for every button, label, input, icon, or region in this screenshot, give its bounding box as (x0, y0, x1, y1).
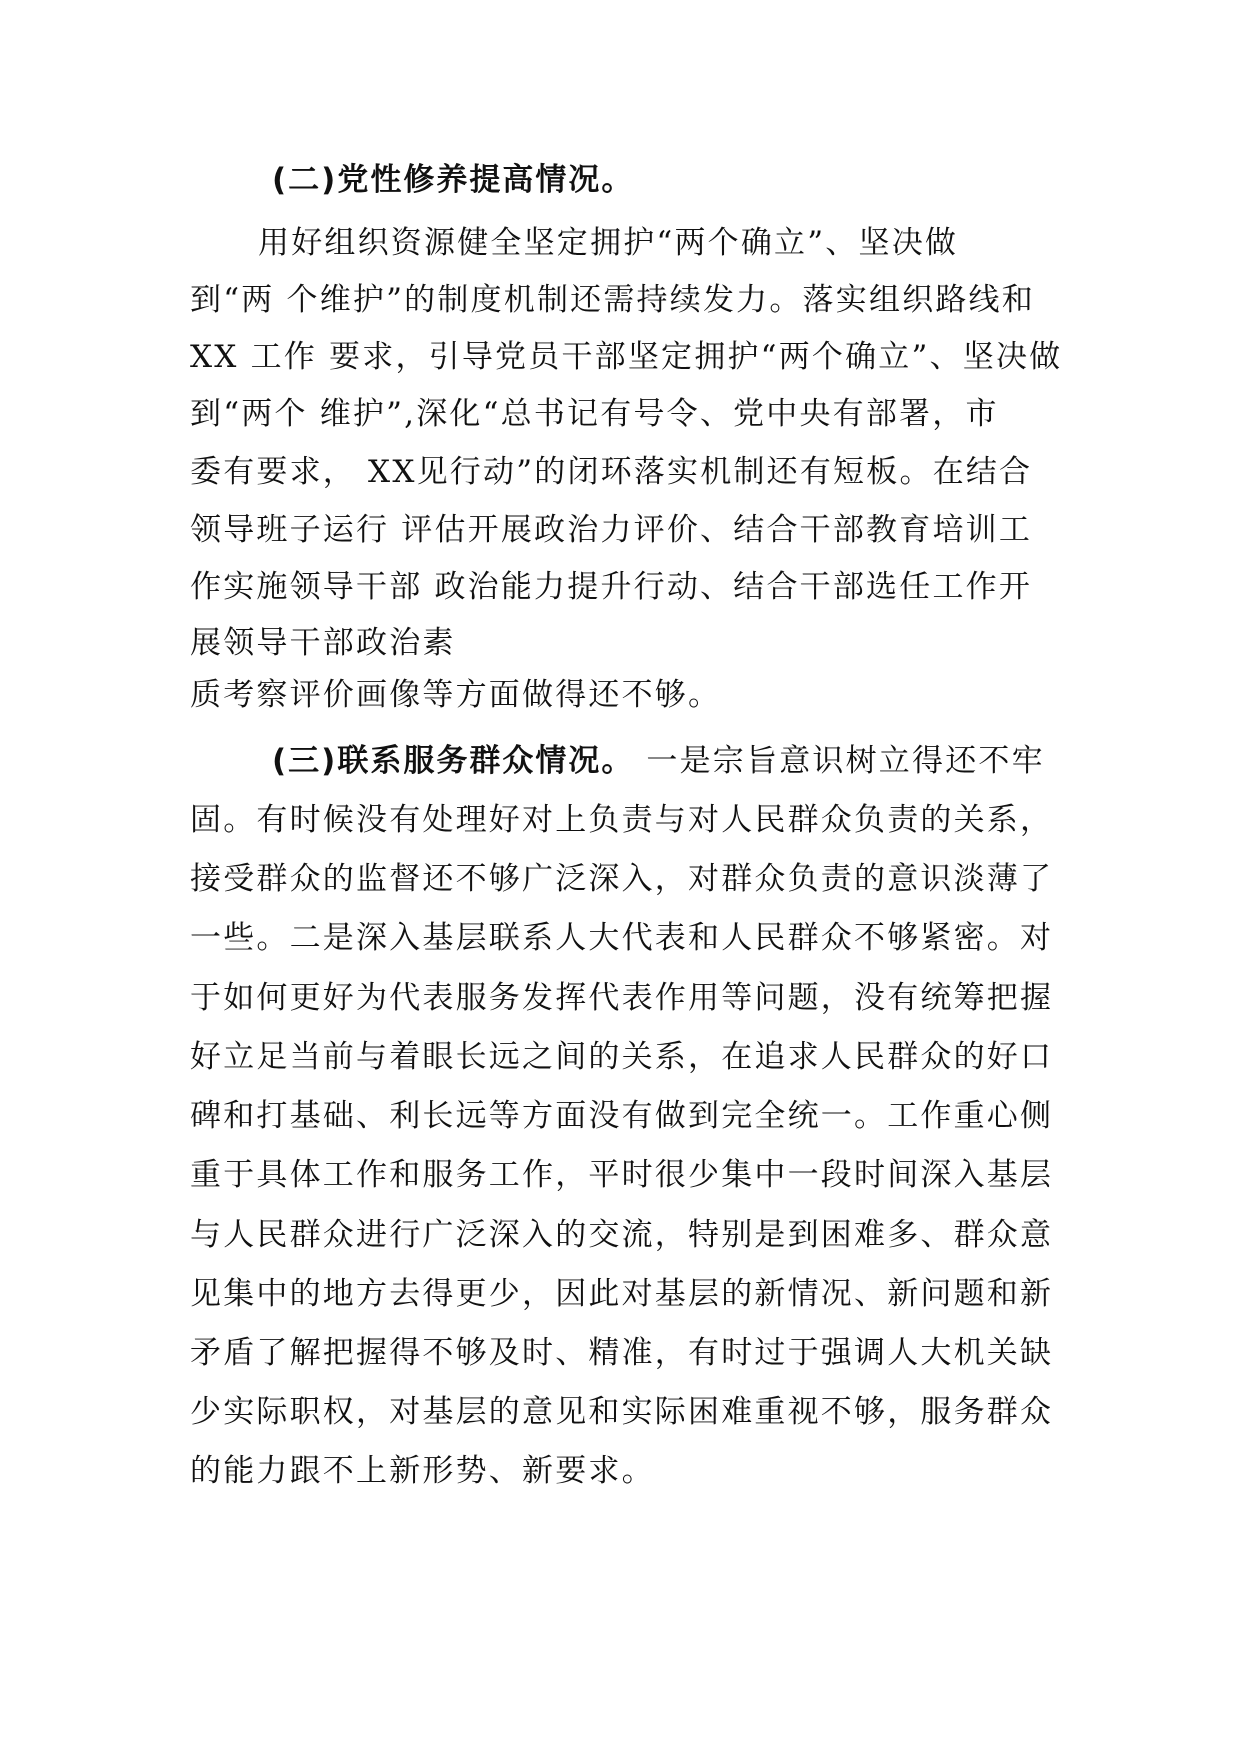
paragraph-line: 到“两个 维护”,深化“总书记有号令、党中央有部署，市 (190, 396, 999, 432)
section-2-heading: (二)党性修养提高情况。 (272, 162, 635, 198)
paragraph-line: 用好组织资源健全坚定拥护“两个确立”、坚决做 (258, 225, 959, 261)
paragraph-line: 展领导干部政治素 (190, 625, 456, 661)
section-3-first-line (272, 743, 1045, 779)
paragraph-line: 委有要求， XX见行动”的闭环落实机制还有短板。在结合 (190, 454, 1033, 490)
paragraph-line: 好立足当前与着眼长远之间的关系，在追求人民群众的好口 (190, 1039, 1054, 1075)
paragraph-line: 的能力跟不上新形势、新要求。 (190, 1453, 655, 1489)
paragraph-line: 固。有时候没有处理好对上负责与对人民群众负责的关系， (190, 802, 1054, 838)
paragraph-line: 一些。二是深入基层联系人大代表和人民群众不够紧密。对 (190, 920, 1054, 956)
section-3-heading: (三)联系服务群众情况。 (272, 743, 635, 779)
paragraph-line: 少实际职权，对基层的意见和实际困难重视不够，服务群众 (190, 1394, 1054, 1430)
paragraph-line: XX 工作 要求，引导党员干部坚定拥护“两个确立”、坚决做 (190, 339, 1063, 375)
paragraph-line: 质考察评价画像等方面做得还不够。 (190, 677, 722, 713)
paragraph-line: 矛盾了解把握得不够及时、精准，有时过于强调人大机关缺 (190, 1335, 1054, 1371)
paragraph-line: 于如何更好为代表服务发挥代表作用等问题，没有统筹把握 (190, 980, 1054, 1016)
paragraph-line: 重于具体工作和服务工作，平时很少集中一段时间深入基层 (190, 1157, 1054, 1193)
paragraph-line: 接受群众的监督还不够广泛深入，对群众负责的意识淡薄了 (190, 861, 1054, 897)
paragraph-line: 领导班子运行 评估开展政治力评价、结合干部教育培训工 (190, 512, 1033, 548)
paragraph-line: 碑和打基础、利长远等方面没有做到完全统一。工作重心侧 (190, 1098, 1054, 1134)
paragraph-line: 与人民群众进行广泛深入的交流，特别是到困难多、群众意 (190, 1217, 1054, 1253)
section-3-heading-tail: 一是宗旨意识树立得还不牢 (634, 743, 1045, 779)
paragraph-line: 见集中的地方去得更少，因此对基层的新情况、新问题和新 (190, 1276, 1054, 1312)
paragraph-line: 作实施领导干部 政治能力提升行动、结合干部选任工作开 (190, 569, 1033, 605)
paragraph-line: 到“两 个维护”的制度机制还需持续发力。落实组织路线和 (190, 282, 1035, 318)
